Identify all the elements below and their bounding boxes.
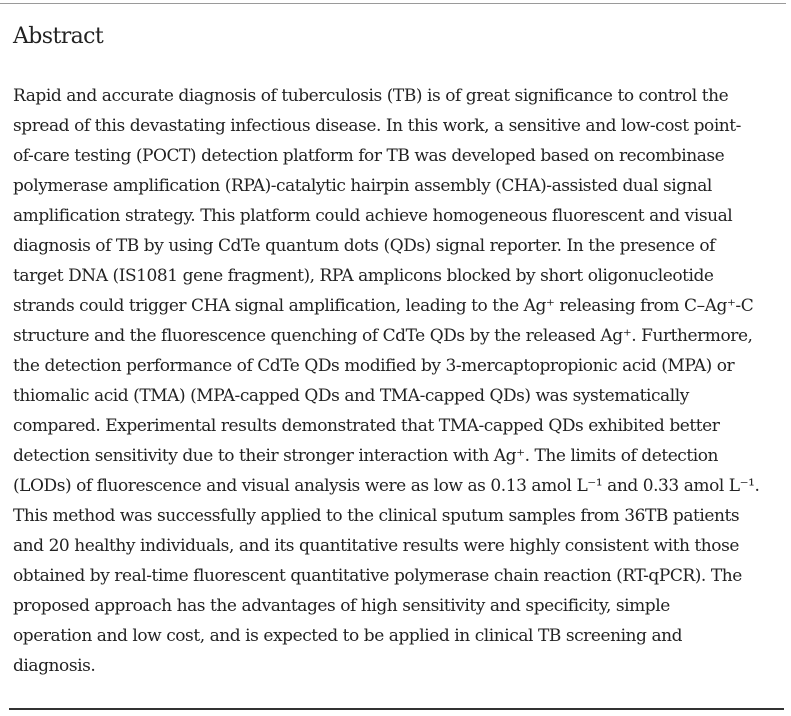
abstract-line: diagnosis. [13,656,96,676]
abstract-line: obtained by real-time fluorescent quantitative polymerase chain reaction (RT-qPCR). The [13,566,742,586]
abstract-line: Rapid and accurate diagnosis of tuberculosis (TB) is of great significance to control the [13,86,729,106]
abstract-line: strands could trigger CHA signal amplification, leading to the Ag⁺ releasing from C–Ag⁺-C [13,296,754,316]
abstract-body [13,81,789,681]
top-divider [0,3,786,4]
section-heading: Abstract [13,24,104,49]
abstract-line: thiomalic acid (TMA) (MPA-capped QDs and TMA-capped QDs) was systematically [13,386,689,406]
abstract-line: operation and low cost, and is expected to be applied in clinical TB screening and [13,626,683,646]
abstract-line: This method was successfully applied to the clinical sputum samples from 36TB patients [13,506,740,526]
abstract-line: (LODs) of fluorescence and visual analysis were as low as 0.13 amol L⁻¹ and 0.33 amol L⁻¹. [13,476,760,496]
abstract-line: amplification strategy. This platform could achieve homogeneous fluorescent and visual [13,206,733,226]
abstract-line: detection sensitivity due to their stronger interaction with Ag⁺. The limits of detection [13,446,719,466]
abstract-line: compared. Experimental results demonstrated that TMA-capped QDs exhibited better [13,416,720,436]
abstract-line: target DNA (IS1081 gene fragment), RPA amplicons blocked by short oligonucleotide [13,266,714,286]
abstract-line: the detection performance of CdTe QDs modified by 3-mercaptopropionic acid (MPA) or [13,356,735,376]
abstract-line: structure and the fluorescence quenching of CdTe QDs by the released Ag⁺. Furthermore, [13,326,753,346]
abstract-line: proposed approach has the advantages of high sensitivity and specificity, simple [13,596,670,616]
abstract-line: of-care testing (POCT) detection platform for TB was developed based on recombinase [13,146,725,166]
abstract-line: diagnosis of TB by using CdTe quantum dots (QDs) signal reporter. In the presence of [13,236,716,256]
bottom-divider [9,708,784,710]
abstract-line: polymerase amplification (RPA)-catalytic hairpin assembly (CHA)-assisted dual signal [13,176,712,196]
abstract-line: and 20 healthy individuals, and its quantitative results were highly consistent with those [13,536,739,556]
abstract-line: spread of this devastating infectious disease. In this work, a sensitive and low-cost point- [13,116,741,136]
